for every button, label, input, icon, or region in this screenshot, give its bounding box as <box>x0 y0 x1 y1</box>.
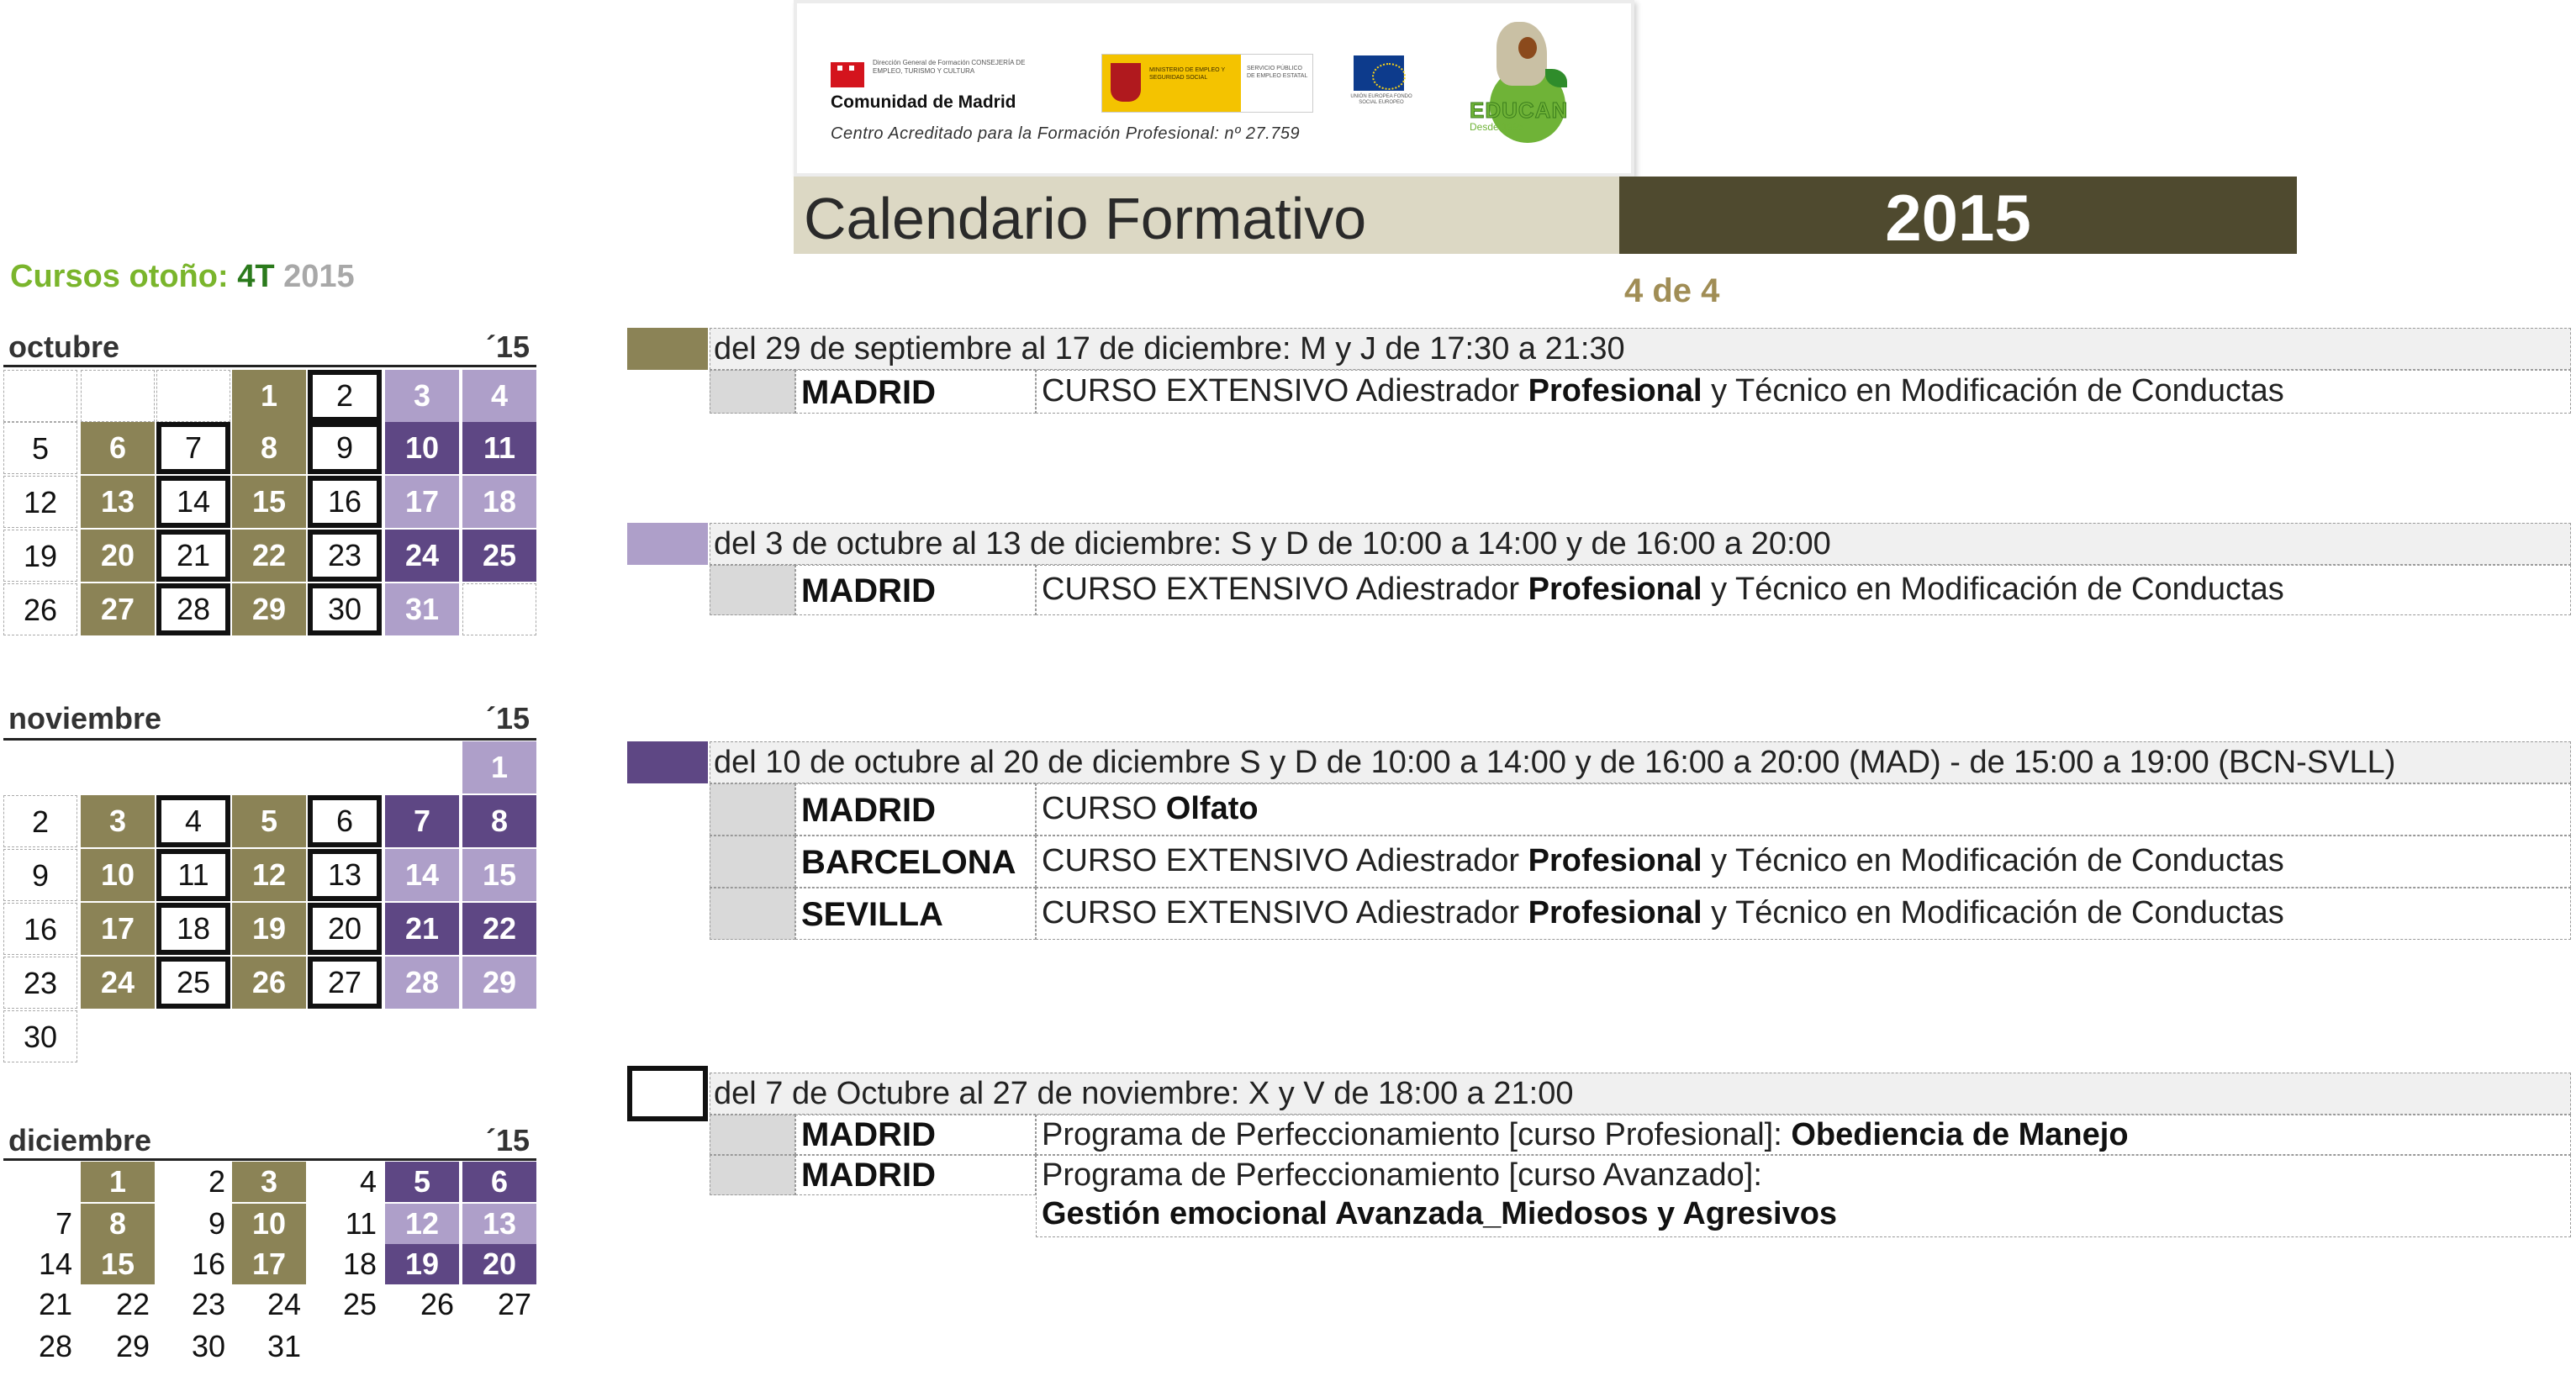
calendar-day: 2 <box>3 795 77 847</box>
calendar-day: 29 <box>232 583 306 635</box>
calendar-month-title: noviembre <box>8 701 162 735</box>
eu-logo <box>1343 52 1419 111</box>
cm-department-text: Dirección General de Formación CONSEJERÍA DE EMPLEO, TURISMO Y CULTURA <box>873 59 1026 75</box>
calendar-day: 30 <box>3 1010 77 1062</box>
calendar-day: 4 <box>156 795 230 847</box>
calendar-day: 19 <box>3 530 77 582</box>
calendar-month-title: diciembre <box>8 1123 152 1157</box>
calendar-day: 12 <box>232 849 306 901</box>
calendar-day: 23 <box>3 957 77 1009</box>
course-description <box>1036 565 2571 615</box>
calendar-month-title: octubre <box>8 330 120 364</box>
location-pad <box>710 1115 795 1155</box>
course-location: MADRID <box>795 1155 1036 1195</box>
calendar-day: 18 <box>156 903 230 955</box>
calendar-day: 30 <box>308 583 382 635</box>
calendar-day: 26 <box>232 957 306 1009</box>
calendar-day: 2 <box>208 1164 225 1199</box>
calendar-day: 17 <box>81 903 155 955</box>
calendar-day: 31 <box>267 1329 301 1363</box>
course-highlight: Profesional <box>1528 572 1702 607</box>
calendar-day: 11 <box>156 849 230 901</box>
calendar-day: 14 <box>38 1247 72 1281</box>
calendar-day: 6 <box>81 422 155 474</box>
courses-heading <box>10 259 355 295</box>
calendar-day: 22 <box>115 1287 150 1321</box>
educan-since: Desde 1995 <box>1470 121 1524 133</box>
calendar-day: 8 <box>462 795 536 847</box>
calendar-day: 3 <box>81 795 155 847</box>
calendar-day: 27 <box>81 583 155 635</box>
eu-flag-icon <box>1354 55 1404 91</box>
calendar-day: 4 <box>359 1164 377 1199</box>
calendar-day: 20 <box>81 530 155 582</box>
location-pad <box>710 565 795 615</box>
calendar-day: 24 <box>267 1287 301 1321</box>
calendar-day: 10 <box>232 1204 306 1244</box>
calendar-day: 9 <box>3 849 77 901</box>
course-text: y Técnico en Modificación de Conductas <box>1702 895 2284 931</box>
calendar-day: 9 <box>208 1206 225 1241</box>
calendar-day: 22 <box>462 903 536 955</box>
calendar-day: 11 <box>462 422 536 474</box>
calendar-rule <box>3 738 536 741</box>
calendar-day: 9 <box>308 422 382 474</box>
page-indicator: 4 de 4 <box>1624 272 1720 309</box>
calendar-day: 10 <box>81 849 155 901</box>
calendar-day: 5 <box>385 1162 459 1202</box>
dog-icon <box>1497 22 1547 86</box>
calendar-day <box>81 370 155 422</box>
location-pad <box>710 836 795 888</box>
course-description <box>1036 888 2571 940</box>
year-band <box>1619 177 2297 254</box>
calendar-day: 20 <box>462 1244 536 1284</box>
course-location: MADRID <box>795 1115 1036 1155</box>
sepe-text: SERVICIO PÚBLICO DE EMPLEO ESTATAL <box>1247 66 1308 79</box>
calendar-day: 15 <box>81 1244 155 1284</box>
calendar-day: 21 <box>38 1287 72 1321</box>
course-text: y Técnico en Modificación de Conductas <box>1702 373 2284 409</box>
calendar-day: 17 <box>232 1244 306 1284</box>
calendar-day: 5 <box>232 795 306 847</box>
location-pad <box>710 888 795 940</box>
schedule-header: del 7 de Octubre al 27 de noviembre: X y V de 18:00 a 21:00 <box>710 1073 2571 1115</box>
page-year: 2015 <box>1885 181 2031 255</box>
course-text: CURSO EXTENSIVO Adiestrador <box>1042 843 1528 878</box>
calendar-day: 15 <box>462 849 536 901</box>
calendar-day: 26 <box>420 1287 454 1321</box>
calendar-day: 12 <box>385 1204 459 1244</box>
calendar-day: 17 <box>385 476 459 528</box>
course-description <box>1036 1155 2571 1237</box>
calendar-day: 8 <box>232 422 306 474</box>
spain-shield-icon <box>1111 63 1141 102</box>
course-description <box>1036 836 2571 888</box>
location-pad <box>710 370 795 414</box>
calendar-day: 28 <box>385 957 459 1009</box>
calendar-day <box>156 370 230 422</box>
calendar-day: 25 <box>462 530 536 582</box>
educan-logo <box>1470 17 1587 160</box>
calendar-day: 18 <box>342 1247 377 1281</box>
calendar-day: 5 <box>3 422 77 474</box>
calendar-day: 21 <box>385 903 459 955</box>
calendar-day: 28 <box>38 1329 72 1363</box>
calendar-day: 3 <box>385 370 459 422</box>
course-text: CURSO EXTENSIVO Adiestrador <box>1042 895 1528 931</box>
calendar-day: 28 <box>156 583 230 635</box>
calendar-day: 7 <box>55 1206 72 1241</box>
location-pad <box>710 783 795 836</box>
calendar-day: 3 <box>232 1162 306 1202</box>
legend-swatch <box>627 1066 708 1121</box>
courses-heading-quarter: 4T <box>237 259 275 294</box>
calendar-day: 21 <box>156 530 230 582</box>
course-text: CURSO <box>1042 791 1166 826</box>
course-description <box>1036 783 2571 836</box>
course-location: BARCELONA <box>795 836 1036 888</box>
ministerio-logo <box>1101 54 1313 113</box>
calendar-day: 25 <box>342 1287 377 1321</box>
legend-swatch <box>627 328 708 370</box>
course-text: CURSO EXTENSIVO Adiestrador <box>1042 572 1528 607</box>
calendar-day <box>3 370 77 422</box>
calendar-day <box>462 583 536 635</box>
accreditation-text: Centro Acreditado para la Formación Profesional: nº 27.759 <box>831 124 1301 143</box>
calendar-day: 22 <box>232 530 306 582</box>
legend-swatch <box>627 741 708 783</box>
course-description <box>1036 1115 2571 1155</box>
calendar-day: 1 <box>462 741 536 793</box>
schedule-header: del 3 de octubre al 13 de diciembre: S y D de 10:00 a 14:00 y de 16:00 a 20:00 <box>710 523 2571 565</box>
ministerio-text: MINISTERIO DE EMPLEO Y SEGURIDAD SOCIAL <box>1149 67 1225 81</box>
calendar-year: ´15 <box>485 701 530 735</box>
calendar-rule <box>3 1158 536 1161</box>
calendar-day: 27 <box>497 1287 531 1321</box>
calendar-day: 13 <box>308 849 382 901</box>
calendar-day: 15 <box>232 476 306 528</box>
calendar-day: 26 <box>3 583 77 635</box>
calendar-day: 7 <box>385 795 459 847</box>
calendar-day: 16 <box>191 1247 225 1281</box>
schedule-header: del 29 de septiembre al 17 de diciembre: M y J de 17:30 a 21:30 <box>710 328 2571 370</box>
title-band <box>794 177 1619 254</box>
calendar-day: 16 <box>308 476 382 528</box>
calendar-day: 24 <box>385 530 459 582</box>
cm-name: Comunidad de Madrid <box>831 92 1016 112</box>
courses-heading-prefix: Cursos otoño: <box>10 259 238 294</box>
logo-banner <box>794 0 1634 177</box>
course-text: Programa de Perfeccionamiento [curso Avanzado]: <box>1042 1157 1762 1193</box>
calendar-day: 29 <box>115 1329 150 1363</box>
course-text: y Técnico en Modificación de Conductas <box>1702 843 2284 878</box>
calendar-day: 1 <box>232 370 306 422</box>
calendar-day: 2 <box>308 370 382 422</box>
course-location: MADRID <box>795 370 1036 414</box>
calendar-day: 4 <box>462 370 536 422</box>
calendar-day: 30 <box>191 1329 225 1363</box>
calendar-day: 7 <box>156 422 230 474</box>
calendar-day: 25 <box>156 957 230 1009</box>
calendar-day: 14 <box>385 849 459 901</box>
calendar-day: 31 <box>385 583 459 635</box>
course-highlight: Olfato <box>1165 791 1259 826</box>
educan-name: EDUCAN <box>1470 98 1569 123</box>
calendar-day: 16 <box>3 903 77 955</box>
calendar-day: 14 <box>156 476 230 528</box>
calendar-day: 24 <box>81 957 155 1009</box>
calendar-day: 13 <box>462 1204 536 1244</box>
calendar-day: 8 <box>81 1204 155 1244</box>
legend-swatch <box>627 523 708 565</box>
madrid-flag-icon <box>831 62 864 87</box>
calendar-day: 20 <box>308 903 382 955</box>
calendar-day: 18 <box>462 476 536 528</box>
calendar-rule <box>3 365 536 367</box>
courses-heading-year: 2015 <box>274 259 355 294</box>
eu-text: UNIÓN EUROPEA FONDO SOCIAL EUROPEO <box>1350 94 1412 105</box>
calendar-day: 10 <box>385 422 459 474</box>
calendar-day: 1 <box>81 1162 155 1202</box>
page-title: Calendario Formativo <box>804 186 1367 251</box>
course-location: SEVILLA <box>795 888 1036 940</box>
course-highlight: Obediencia de Manejo <box>1791 1117 2129 1152</box>
course-description <box>1036 370 2571 414</box>
calendar-year: ´15 <box>485 1123 530 1157</box>
calendar-day: 6 <box>462 1162 536 1202</box>
course-highlight: Profesional <box>1528 843 1702 878</box>
course-text: CURSO EXTENSIVO Adiestrador <box>1042 373 1528 409</box>
calendar-day: 13 <box>81 476 155 528</box>
course-location: MADRID <box>795 783 1036 836</box>
course-text: Programa de Perfeccionamiento [curso Profesional]: <box>1042 1117 1792 1152</box>
course-text: y Técnico en Modificación de Conductas <box>1702 572 2284 607</box>
calendar-day: 6 <box>308 795 382 847</box>
calendar-day: 29 <box>462 957 536 1009</box>
course-highlight: Gestión emocional Avanzada_Miedosos y Agresivos <box>1042 1196 1838 1231</box>
calendar-day: 27 <box>308 957 382 1009</box>
schedule-header: del 10 de octubre al 20 de diciembre S y D de 10:00 a 14:00 y de 16:00 a 20:00 (MAD) - de 15:00 a 19:00 (BCN-SVLL) <box>710 741 2571 783</box>
calendar-day: 23 <box>191 1287 225 1321</box>
course-location: MADRID <box>795 565 1036 615</box>
calendar-day: 12 <box>3 476 77 528</box>
calendar-year: ´15 <box>485 330 530 364</box>
calendar-day: 11 <box>345 1206 377 1241</box>
location-pad <box>710 1155 795 1195</box>
course-highlight: Profesional <box>1528 373 1702 409</box>
calendar-day: 19 <box>385 1244 459 1284</box>
calendar-day: 19 <box>232 903 306 955</box>
calendar-day: 23 <box>308 530 382 582</box>
course-highlight: Profesional <box>1528 895 1702 931</box>
